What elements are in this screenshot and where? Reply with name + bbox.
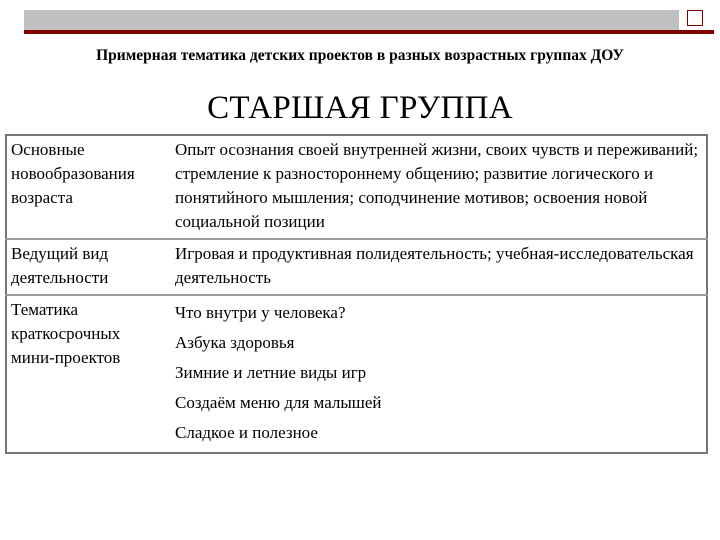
group-title: СТАРШАЯ ГРУППА xyxy=(207,90,513,126)
row-content: Игровая и продуктивная полидеятельность; учебная-исследовательская деятельность xyxy=(171,239,707,295)
slide-top-line xyxy=(24,30,714,34)
slide-top-bar xyxy=(24,10,679,30)
slide-corner-square xyxy=(687,10,703,26)
project-topic: Сладкое и полезное xyxy=(175,423,318,442)
age-characteristics-table xyxy=(5,134,708,454)
row-content: Опыт осознания своей внутренней жизни, своих чувств и переживаний; стремление к разностороннему общению; развитие логического и понятийного мышления; соподчинение мотивов; освоения новой социальной позиции xyxy=(171,135,707,239)
project-topic: Что внутри у человека? xyxy=(175,303,346,322)
project-topic: Зимние и летние виды игр xyxy=(175,363,367,382)
row-label: Ведущий вид деятельности xyxy=(6,239,171,295)
project-topic: Создаём меню для малышей xyxy=(175,393,382,412)
table-row xyxy=(6,239,707,295)
row-label: Тематика краткосрочных мини-проектов xyxy=(11,300,121,367)
table-row xyxy=(6,295,707,453)
table-row xyxy=(6,135,707,239)
slide-heading: Примерная тематика детских проектов в разных возрастных группах ДОУ xyxy=(96,47,624,64)
row-label: Основные новообразования возраста xyxy=(6,135,171,239)
project-topics-list xyxy=(171,295,707,453)
project-topic: Азбука здоровья xyxy=(175,333,295,352)
